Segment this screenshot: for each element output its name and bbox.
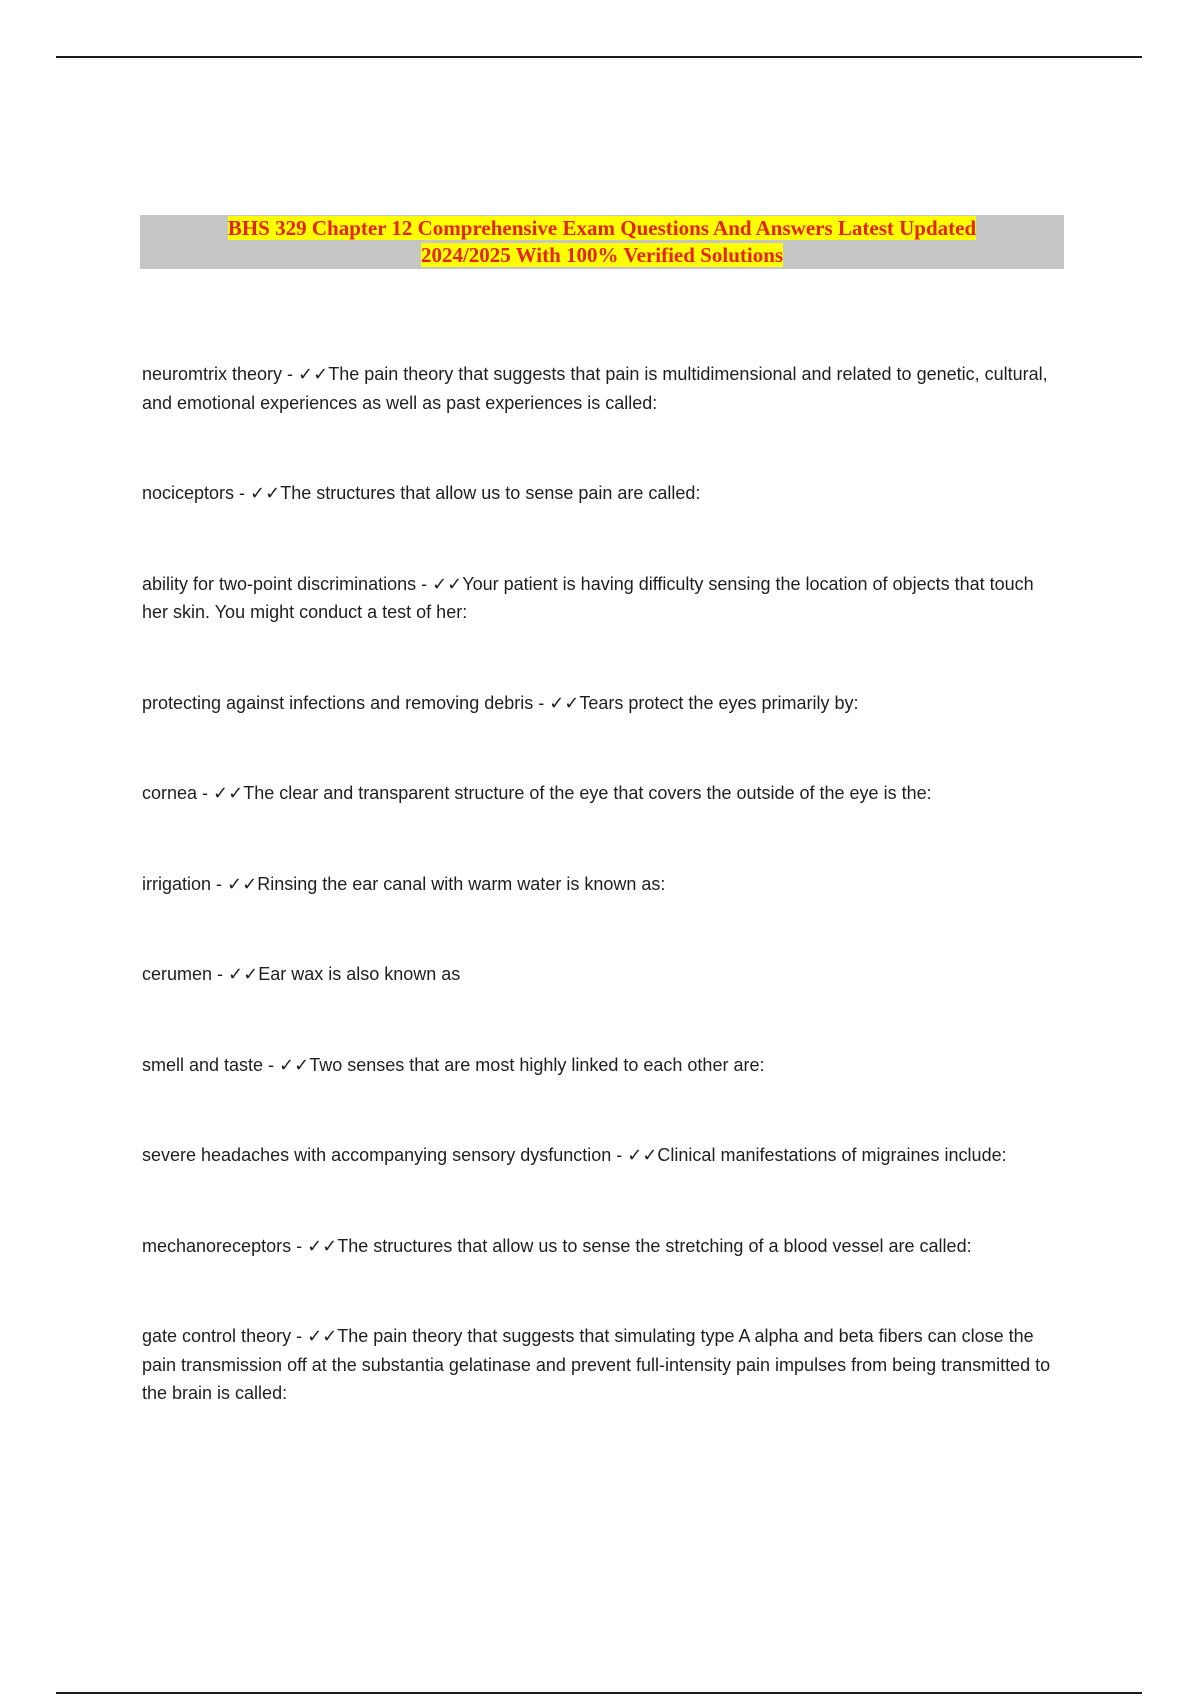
qa-item-smell-taste: smell and taste - ✓✓Two senses that are most highly linked to each other are: [142,1054,765,1075]
qa-item-cerumen: cerumen - ✓✓Ear wax is also known as [142,964,461,984]
qa-item-irrigation: irrigation - ✓✓Rinsing the ear canal with warm water is known as: [142,873,666,894]
qa-item-mechanoreceptors: mechanoreceptors - ✓✓The structures that allow us to sense the stretching of a blood vessel are called: [142,1235,972,1256]
title-line-1: BHS 329 Chapter 12 Comprehensive Exam Questions And Answers Latest Updated [227,216,977,240]
title-line-2: 2024/2025 With 100% Verified Solutions [420,243,784,267]
qa-item-two-point: ability for two-point discriminations - ✓✓Your patient is having difficulty sensing the location of objects that touch her skin. You might conduct a test of her: [142,573,1034,622]
top-rule [56,56,1142,58]
qa-item-tears: protecting against infections and removing debris - ✓✓Tears protect the eyes primarily by: [142,692,859,713]
qa-item-neuromatrix: neuromtrix theory - ✓✓The pain theory that suggests that pain is multidimensional and related to genetic, cultural, and emotional experiences as well as past experiences is called: [142,364,1048,413]
qa-list [142,360,1062,1408]
document-title [172,215,1032,269]
title-band [140,215,1064,269]
qa-item-migraines: severe headaches with accompanying sensory dysfunction - ✓✓Clinical manifestations of migraines include: [142,1145,1007,1165]
qa-item-gate-control: gate control theory - ✓✓The pain theory that suggests that simulating type A alpha and beta fibers can close the pain transmission off at the substantia gelatinase and prevent full-intensity pain impulses from being transmitted to the brain is called: [142,1326,1051,1403]
qa-item-cornea: cornea - ✓✓The clear and transparent structure of the eye that covers the outside of the eye is the: [142,783,932,803]
qa-item-nociceptors: nociceptors - ✓✓The structures that allow us to sense pain are called: [142,483,701,503]
bottom-rule [56,1692,1142,1694]
